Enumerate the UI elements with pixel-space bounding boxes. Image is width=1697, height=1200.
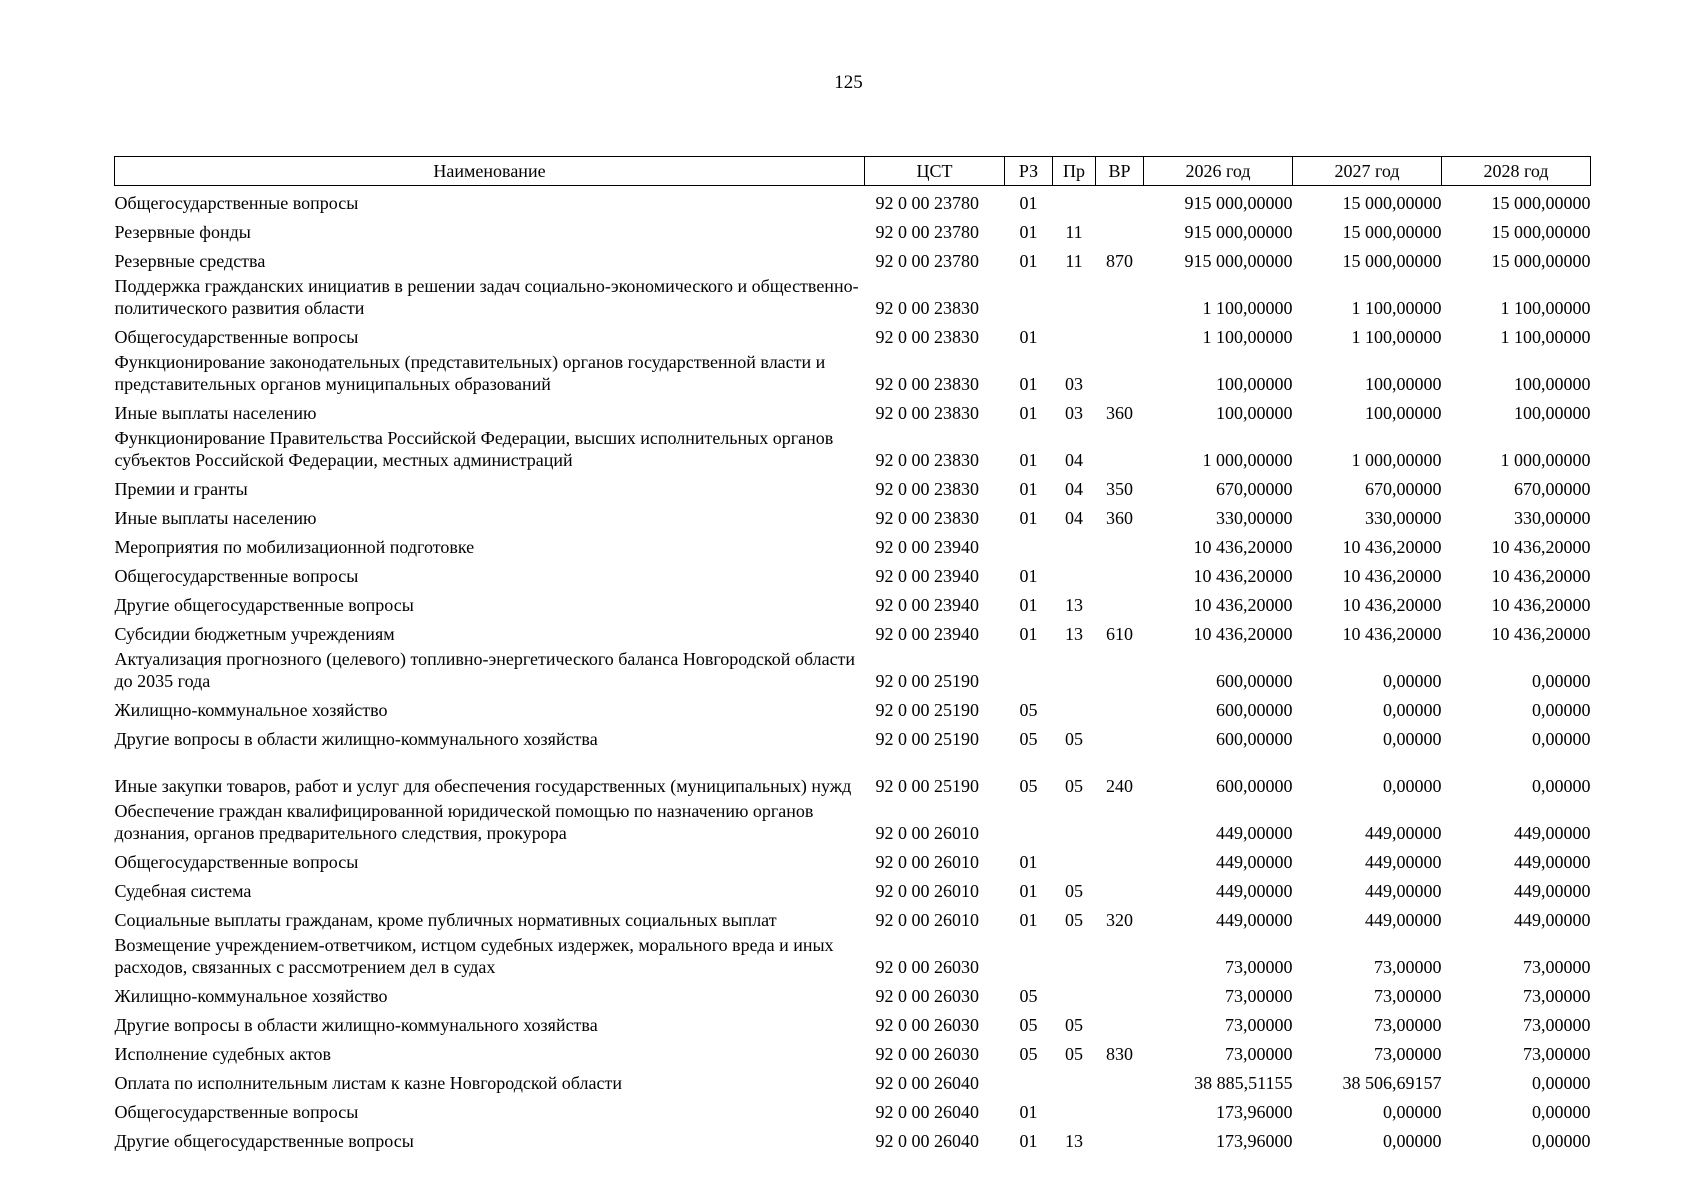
row-cst: 92 0 00 26030 [875,957,979,977]
row-2026: 600,00000 [1216,776,1293,796]
header-2028: 2028 год [1442,157,1591,186]
row-pr [1053,646,1096,693]
table-row [115,501,1591,530]
row-pr: 05 [1065,776,1083,796]
row-vr [1096,1124,1144,1153]
row-2028: 0,00000 [1532,1073,1591,1093]
row-name: Другие вопросы в области жилищно-коммунального хозяйства [114,729,598,749]
row-2028: 0,00000 [1532,1102,1591,1122]
table-header [115,157,1591,186]
row-vr: 320 [1106,910,1133,930]
row-2027: 1 100,00000 [1351,298,1442,318]
row-rz: 05 [1019,1044,1038,1064]
row-2028: 15 000,00000 [1491,251,1591,271]
row-2026: 100,00000 [1216,403,1293,423]
row-vr [1096,722,1144,751]
row-2028: 100,00000 [1514,374,1591,394]
row-name: Судебная система [114,881,252,901]
row-pr [1053,1066,1096,1095]
row-2027: 73,00000 [1374,986,1442,1006]
row-pr [1053,979,1096,1008]
row-2027: 73,00000 [1374,1044,1442,1064]
header-name: Наименование [115,157,865,186]
row-2026: 915 000,00000 [1184,251,1293,271]
row-2027: 15 000,00000 [1342,193,1442,213]
row-rz: 01 [1019,1102,1038,1122]
row-2026: 10 436,20000 [1193,624,1293,644]
row-2027: 10 436,20000 [1342,624,1442,644]
row-2028: 0,00000 [1532,700,1591,720]
row-vr [1096,320,1144,349]
row-cst: 92 0 00 23940 [875,566,979,586]
row-pr: 05 [1065,881,1083,901]
row-rz: 05 [1019,986,1038,1006]
row-pr [1053,186,1096,215]
row-rz: 01 [1019,450,1038,470]
table-row [115,798,1591,845]
row-name: Иные закупки товаров, работ и услуг для обеспечения государственных (муниципальных) нужд [114,776,852,796]
table-row [115,472,1591,501]
row-cst: 92 0 00 25190 [875,729,979,749]
row-vr [1096,845,1144,874]
table-row [115,646,1591,693]
row-name: Оплата по исполнительным листам к казне Новгородской области [114,1073,622,1093]
row-pr: 13 [1065,1131,1083,1151]
row-rz: 01 [1019,595,1038,615]
row-name: Мероприятия по мобилизационной подготовке [114,537,475,557]
row-rz [1005,646,1053,693]
row-cst: 92 0 00 23780 [875,193,979,213]
row-vr: 360 [1106,403,1133,423]
row-vr [1096,798,1144,845]
row-rz: 01 [1019,222,1038,242]
row-2028: 449,00000 [1514,881,1591,901]
row-2028: 15 000,00000 [1491,193,1591,213]
row-2027: 449,00000 [1365,852,1442,872]
row-rz: 01 [1019,193,1038,213]
row-pr: 03 [1065,403,1083,423]
row-2027: 15 000,00000 [1342,251,1442,271]
row-vr [1096,874,1144,903]
row-vr: 350 [1106,479,1133,499]
row-cst: 92 0 00 23830 [875,403,979,423]
row-name: Обеспечение граждан квалифицированной юридической помощью по назначению органов дознания, органов предварительного следствия, прокурора [114,800,814,843]
row-rz: 01 [1019,1131,1038,1151]
row-2026: 915 000,00000 [1184,193,1293,213]
row-rz: 05 [1019,776,1038,796]
row-pr: 04 [1065,450,1083,470]
row-2028: 0,00000 [1532,671,1591,691]
row-vr [1096,932,1144,979]
row-2026: 330,00000 [1216,508,1293,528]
row-pr [1053,932,1096,979]
row-2026: 73,00000 [1225,1015,1293,1035]
row-vr [1096,979,1144,1008]
row-2027: 73,00000 [1374,957,1442,977]
row-2028: 0,00000 [1532,776,1591,796]
row-2026: 600,00000 [1216,729,1293,749]
row-2026: 1 100,00000 [1202,327,1293,347]
row-pr [1053,273,1096,320]
row-2026: 10 436,20000 [1193,595,1293,615]
row-pr: 05 [1065,1044,1083,1064]
row-cst: 92 0 00 26030 [875,986,979,1006]
row-2026: 915 000,00000 [1184,222,1293,242]
table-row [115,722,1591,751]
row-vr [1096,530,1144,559]
row-name: Другие вопросы в области жилищно-коммунального хозяйства [114,1015,598,1035]
row-rz [1005,530,1053,559]
row-cst: 92 0 00 26010 [875,852,979,872]
row-2028: 1 100,00000 [1500,327,1591,347]
row-cst: 92 0 00 26040 [875,1102,979,1122]
row-rz [1005,1066,1053,1095]
table-row [115,1124,1591,1153]
row-rz: 05 [1019,700,1038,720]
row-name: Социальные выплаты гражданам, кроме публичных нормативных социальных выплат [114,910,777,930]
row-pr [1053,530,1096,559]
row-pr: 11 [1065,222,1083,242]
row-2026: 600,00000 [1216,671,1293,691]
table-row [115,1008,1591,1037]
row-2028: 10 436,20000 [1491,595,1591,615]
row-2027: 38 506,69157 [1342,1073,1442,1093]
row-vr [1096,646,1144,693]
row-pr [1053,798,1096,845]
row-name: Другие общегосударственные вопросы [114,595,414,615]
row-2027: 0,00000 [1383,729,1442,749]
row-2027: 1 100,00000 [1351,327,1442,347]
table-row [115,559,1591,588]
row-2026: 1 000,00000 [1202,450,1293,470]
row-rz: 01 [1019,403,1038,423]
row-cst: 92 0 00 25190 [875,671,979,691]
row-pr: 04 [1065,508,1083,528]
row-2028: 73,00000 [1523,986,1591,1006]
row-2027: 1 000,00000 [1351,450,1442,470]
row-2028: 73,00000 [1523,1044,1591,1064]
row-name: Исполнение судебных актов [114,1044,332,1064]
table-row [115,425,1591,472]
row-name: Резервные фонды [114,222,251,242]
table-row [115,979,1591,1008]
row-pr: 13 [1065,595,1083,615]
row-name: Актуализация прогнозного (целевого) топливно-энергетического баланса Новгородской области до 2035 года [114,648,856,691]
row-rz: 01 [1019,508,1038,528]
row-name: Премии и гранты [114,479,248,499]
row-cst: 92 0 00 26010 [875,910,979,930]
header-pr: Пр [1053,157,1096,186]
row-name: Резервные средства [114,251,266,271]
row-vr [1096,1066,1144,1095]
row-2027: 449,00000 [1365,881,1442,901]
row-2027: 670,00000 [1365,479,1442,499]
row-2026: 10 436,20000 [1193,566,1293,586]
table-row [115,751,1591,798]
row-2028: 10 436,20000 [1491,566,1591,586]
row-pr: 03 [1065,374,1083,394]
row-pr: 05 [1065,729,1083,749]
row-cst: 92 0 00 25190 [875,700,979,720]
row-rz [1005,932,1053,979]
header-rz: РЗ [1005,157,1053,186]
row-2028: 449,00000 [1514,910,1591,930]
row-2027: 330,00000 [1365,508,1442,528]
row-2026: 449,00000 [1216,910,1293,930]
row-2027: 100,00000 [1365,374,1442,394]
row-rz: 01 [1019,566,1038,586]
row-2026: 173,96000 [1216,1102,1293,1122]
row-2028: 73,00000 [1523,957,1591,977]
row-2028: 449,00000 [1514,823,1591,843]
table-row [115,1095,1591,1124]
row-cst: 92 0 00 23830 [875,508,979,528]
row-2028: 449,00000 [1514,852,1591,872]
row-2026: 449,00000 [1216,852,1293,872]
page-number: 125 [834,72,863,93]
row-name: Общегосударственные вопросы [114,327,359,347]
row-name: Общегосударственные вопросы [114,1102,359,1122]
table-row [115,932,1591,979]
table-row [115,320,1591,349]
row-pr [1053,1095,1096,1124]
header-row [115,157,1591,186]
row-cst: 92 0 00 26040 [875,1073,979,1093]
row-rz: 01 [1019,624,1038,644]
row-cst: 92 0 00 25190 [875,776,979,796]
row-name: Жилищно-коммунальное хозяйство [114,986,388,1006]
row-2028: 0,00000 [1532,1131,1591,1151]
row-rz: 01 [1019,479,1038,499]
row-vr [1096,693,1144,722]
row-2026: 449,00000 [1216,823,1293,843]
row-vr: 870 [1106,251,1133,271]
table-row [115,588,1591,617]
row-2026: 670,00000 [1216,479,1293,499]
row-name: Иные выплаты населению [114,508,317,528]
row-2026: 73,00000 [1225,986,1293,1006]
row-2028: 670,00000 [1514,479,1591,499]
row-2026: 1 100,00000 [1202,298,1293,318]
row-2028: 0,00000 [1532,729,1591,749]
row-2026: 173,96000 [1216,1131,1293,1151]
row-vr [1096,588,1144,617]
row-cst: 92 0 00 26040 [875,1131,979,1151]
table-row [115,903,1591,932]
row-2027: 73,00000 [1374,1015,1442,1035]
row-cst: 92 0 00 26010 [875,881,979,901]
row-2027: 15 000,00000 [1342,222,1442,242]
table-row [115,845,1591,874]
row-cst: 92 0 00 23780 [875,251,979,271]
header-2027: 2027 год [1293,157,1442,186]
row-2027: 10 436,20000 [1342,595,1442,615]
row-vr: 610 [1106,624,1133,644]
row-cst: 92 0 00 23940 [875,595,979,615]
table-row [115,617,1591,646]
row-pr [1053,845,1096,874]
row-2027: 449,00000 [1365,910,1442,930]
row-vr [1096,425,1144,472]
row-cst: 92 0 00 23830 [875,298,979,318]
row-pr [1053,559,1096,588]
row-name: Субсидии бюджетным учреждениям [114,624,395,644]
row-cst: 92 0 00 23830 [875,327,979,347]
table-row [115,1066,1591,1095]
row-2026: 73,00000 [1225,1044,1293,1064]
row-rz: 01 [1019,910,1038,930]
row-cst: 92 0 00 26030 [875,1044,979,1064]
row-name: Общегосударственные вопросы [114,566,359,586]
row-name: Общегосударственные вопросы [114,193,359,213]
table-row [115,186,1591,215]
table-row [115,1037,1591,1066]
table-row [115,693,1591,722]
row-cst: 92 0 00 23830 [875,450,979,470]
row-2027: 449,00000 [1365,823,1442,843]
row-cst: 92 0 00 23780 [875,222,979,242]
row-2026: 600,00000 [1216,700,1293,720]
row-cst: 92 0 00 23830 [875,479,979,499]
row-pr: 05 [1065,910,1083,930]
row-rz: 05 [1019,1015,1038,1035]
row-2028: 1 000,00000 [1500,450,1591,470]
row-rz: 01 [1019,881,1038,901]
row-2028: 10 436,20000 [1491,537,1591,557]
row-2027: 100,00000 [1365,403,1442,423]
row-2027: 10 436,20000 [1342,537,1442,557]
table-row [115,273,1591,320]
table-row [115,244,1591,273]
header-vr: ВР [1096,157,1144,186]
row-2028: 330,00000 [1514,508,1591,528]
row-vr: 830 [1106,1044,1133,1064]
row-vr [1096,349,1144,396]
row-vr [1096,1095,1144,1124]
table-row [115,396,1591,425]
row-2027: 0,00000 [1383,776,1442,796]
row-2028: 1 100,00000 [1500,298,1591,318]
header-cst: ЦСТ [865,157,1005,186]
row-name: Возмещение учреждением-ответчиком, истцом судебных издержек, морального вреда и иных расходов, связанных с рассмотрением дел в судах [114,934,834,977]
row-pr [1053,693,1096,722]
row-rz: 01 [1019,327,1038,347]
row-vr [1096,1008,1144,1037]
row-2028: 10 436,20000 [1491,624,1591,644]
row-rz [1005,273,1053,320]
row-vr [1096,273,1144,320]
row-rz: 01 [1019,374,1038,394]
row-rz: 01 [1019,852,1038,872]
row-name: Иные выплаты населению [114,403,317,423]
row-vr [1096,559,1144,588]
row-2028: 100,00000 [1514,403,1591,423]
row-name: Поддержка гражданских инициатив в решении задач социально-экономического и общественно-политического развития области [114,275,859,318]
row-vr [1096,215,1144,244]
row-name: Функционирование Правительства Российской Федерации, высших исполнительных органов субъектов Российской Федерации, местных администраций [114,427,834,470]
table-body [115,186,1591,1153]
row-name: Жилищно-коммунальное хозяйство [114,700,388,720]
row-rz [1005,798,1053,845]
row-name: Другие общегосударственные вопросы [114,1131,414,1151]
row-name: Общегосударственные вопросы [114,852,359,872]
row-name: Функционирование законодательных (представительных) органов государственной власти и представительных органов муниципальных образований [114,351,826,394]
row-cst: 92 0 00 23940 [875,537,979,557]
row-rz: 01 [1019,251,1038,271]
row-pr: 05 [1065,1015,1083,1035]
budget-table [114,156,1591,1153]
row-2027: 0,00000 [1383,671,1442,691]
row-2027: 10 436,20000 [1342,566,1442,586]
table-row [115,215,1591,244]
row-2028: 15 000,00000 [1491,222,1591,242]
row-cst: 92 0 00 23830 [875,374,979,394]
row-vr: 240 [1106,776,1133,796]
row-vr: 360 [1106,508,1133,528]
row-pr [1053,320,1096,349]
row-2026: 38 885,51155 [1194,1073,1293,1093]
row-cst: 92 0 00 26010 [875,823,979,843]
row-2027: 0,00000 [1383,1131,1442,1151]
row-2027: 0,00000 [1383,1102,1442,1122]
header-2026: 2026 год [1144,157,1293,186]
row-2026: 73,00000 [1225,957,1293,977]
row-pr: 04 [1065,479,1083,499]
row-cst: 92 0 00 26030 [875,1015,979,1035]
row-vr [1096,186,1144,215]
row-pr: 11 [1065,251,1083,271]
table-row [115,530,1591,559]
row-rz: 05 [1019,729,1038,749]
row-pr: 13 [1065,624,1083,644]
table-row [115,349,1591,396]
row-2026: 100,00000 [1216,374,1293,394]
row-cst: 92 0 00 23940 [875,624,979,644]
row-2026: 449,00000 [1216,881,1293,901]
row-2026: 10 436,20000 [1193,537,1293,557]
row-2027: 0,00000 [1383,700,1442,720]
table-row [115,874,1591,903]
row-2028: 73,00000 [1523,1015,1591,1035]
